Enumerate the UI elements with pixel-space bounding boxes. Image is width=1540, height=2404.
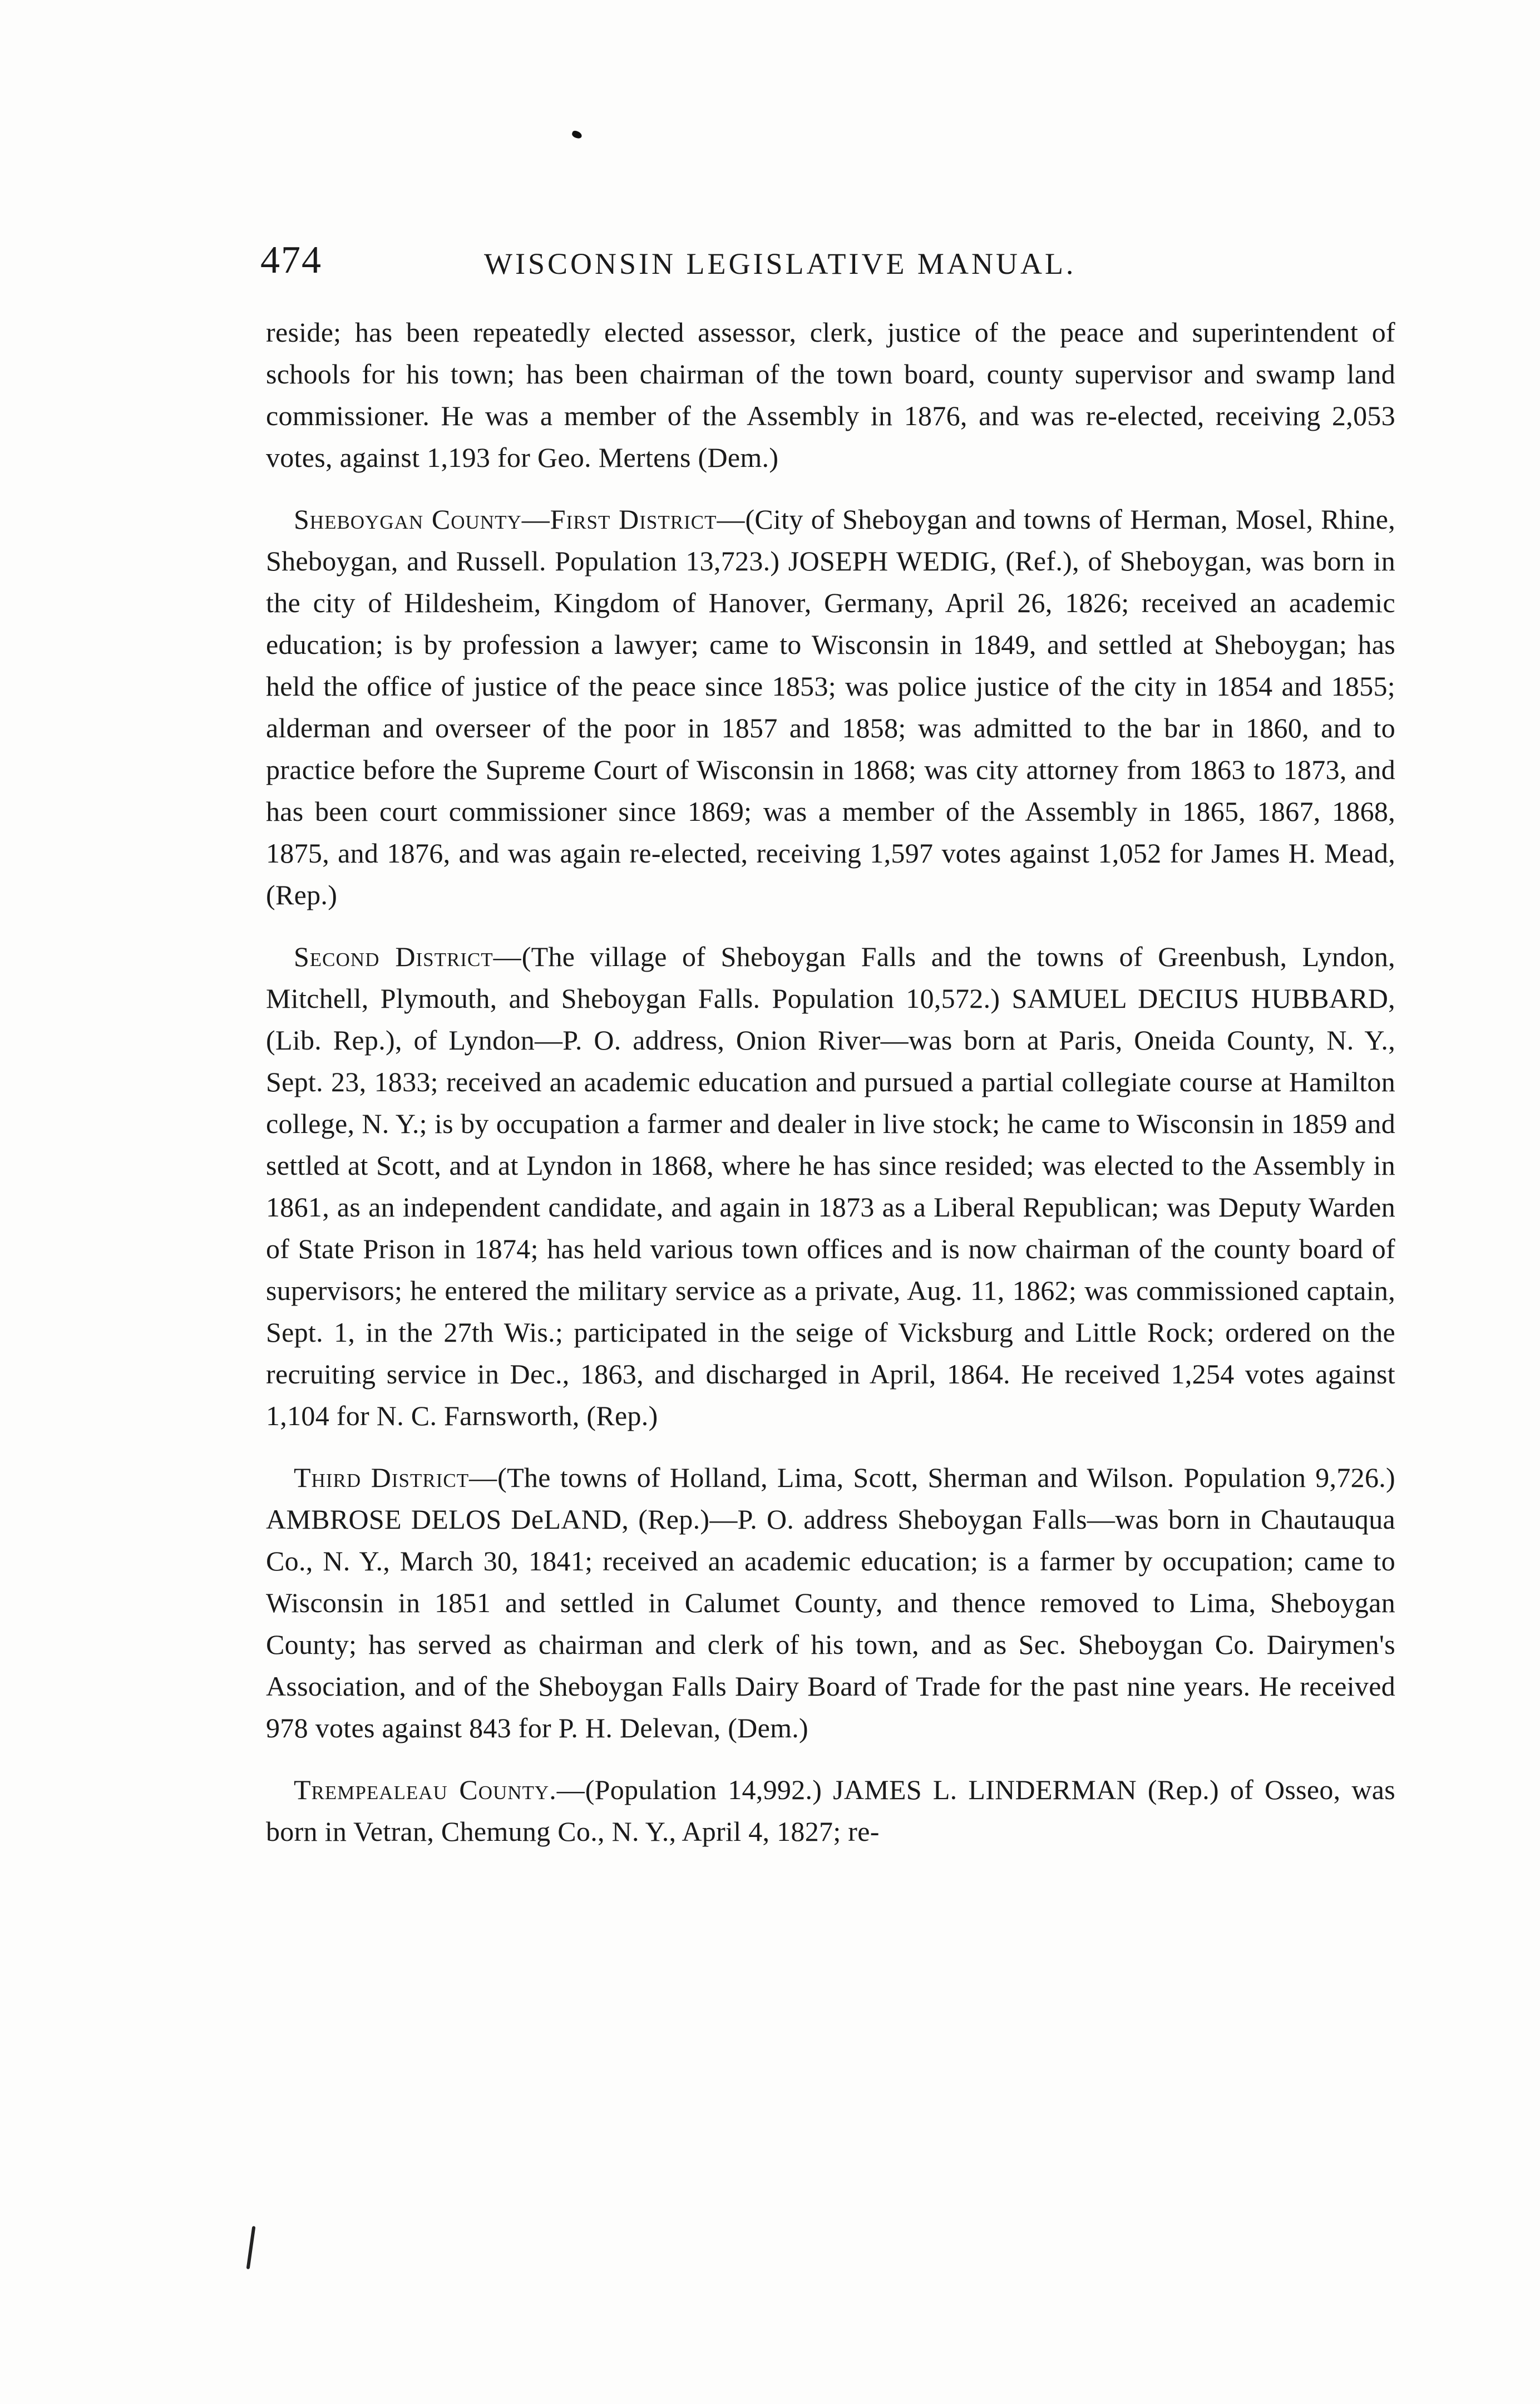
paragraph-second-district — [266, 936, 1395, 1437]
paragraph-lead: Third District— — [294, 1462, 498, 1493]
page-number: 474 — [260, 239, 322, 282]
paragraph-text: (The towns of Holland, Lima, Scott, Sherman and Wilson. Population 9,726.) AMBROSE DELOS DeLAND, (Rep.)—P. O. address Sheboygan Falls—was born in Chautauqua Co., N. Y., March 30, 1841; received an academic education; is a farmer by occupation; came to Wisconsin in 1851 and settled in Calumet County, and thence removed to Lima, Sheboygan County; has served as chairman and clerk of his town, and as Sec. Sheboygan Co. Dairymen's Association, and of the Sheboygan Falls Dairy Board of Trade for the past nine years. He received 978 votes against 843 for P. H. Delevan, (Dem.) — [266, 1462, 1396, 1743]
ink-speck — [571, 130, 583, 139]
paragraph-lead: Second District— — [294, 941, 522, 972]
running-head: WISCONSIN LEGISLATIVE MANUAL. — [484, 247, 1077, 280]
paragraph-trempealeau-county — [266, 1769, 1395, 1853]
paragraph-text: reside; has been repeatedly elected assessor, clerk, justice of the peace and superintendent of schools for his town; has been chairman of the town board, county supervisor and swamp land commissioner. He was a member of the Assembly in 1876, and was re-elected, receiving 2,053 votes, against 1,193 for Geo. Mertens (Dem.) — [266, 317, 1395, 473]
paragraph-lead: Sheboygan County—First District— — [294, 504, 746, 535]
page-header — [0, 233, 1540, 288]
paragraph-text: (City of Sheboygan and towns of Herman, Mosel, Rhine, Sheboygan, and Russell. Population 13,723.) JOSEPH WEDIG, (Ref.), of Sheboygan, was born in the city of Hildesheim, Kingdom of Hanover, Germany, April 26, 1826; received an academic education; is by profession a lawyer; came to Wisconsin in 1849, and settled at Sheboygan; has held the office of justice of the peace since 1853; was police justice of the city in 1854 and 1855; alderman and overseer of the poor in 1857 and 1858; was admitted to the bar in 1860, and to practice before the Supreme Court of Wisconsin in 1868; was city attorney from 1863 to 1873, and has been court commissioner since 1869; was a member of the Assembly in 1865, 1867, 1868, 1875, and 1876, and was again re-elected, receiving 1,597 votes against 1,052 for James H. Mead, (Rep.) — [266, 504, 1395, 910]
paragraph-sheboygan-first-district — [266, 499, 1395, 916]
paragraph-third-district — [266, 1457, 1395, 1749]
body-text — [266, 312, 1395, 1873]
paragraph-continuation — [266, 312, 1395, 479]
paragraph-text: (The village of Sheboygan Falls and the towns of Greenbush, Lyndon, Mitchell, Plymouth, and Sheboygan Falls. Population 10,572.) SAMUEL DECIUS HUBBARD, (Lib. Rep.), of Lyndon—P. O. address, Onion River—was born at Paris, Oneida County, N. Y., Sept. 23, 1833; received an academic education and pursued a partial collegiate course at Hamilton college, N. Y.; is by occupation a farmer and dealer in live stock; he came to Wisconsin in 1859 and settled at Scott, and at Lyndon in 1868, where he has since resided; was elected to the Assembly in 1861, as an independent candidate, and again in 1873 as a Liberal Republican; was Deputy Warden of State Prison in 1874; has held various town offices and is now chairman of the county board of supervisors; he entered the military service as a private, Aug. 11, 1862; was commissioned captain, Sept. 1, in the 27th Wis.; participated in the seige of Vicksburg and Little Rock; ordered on the recruiting service in Dec., 1863, and discharged in April, 1864. He received 1,254 votes against 1,104 for N. C. Farnsworth, (Rep.) — [266, 941, 1395, 1431]
pencil-mark — [246, 2226, 256, 2269]
paragraph-lead: Trempealeau County.— — [294, 1774, 585, 1805]
paragraph-text: (Population 14,992.) JAMES L. LINDERMAN (Rep.) of Osseo, was born in Vetran, Chemung Co., N. Y., April 4, 1827; re- — [266, 1774, 1395, 1847]
